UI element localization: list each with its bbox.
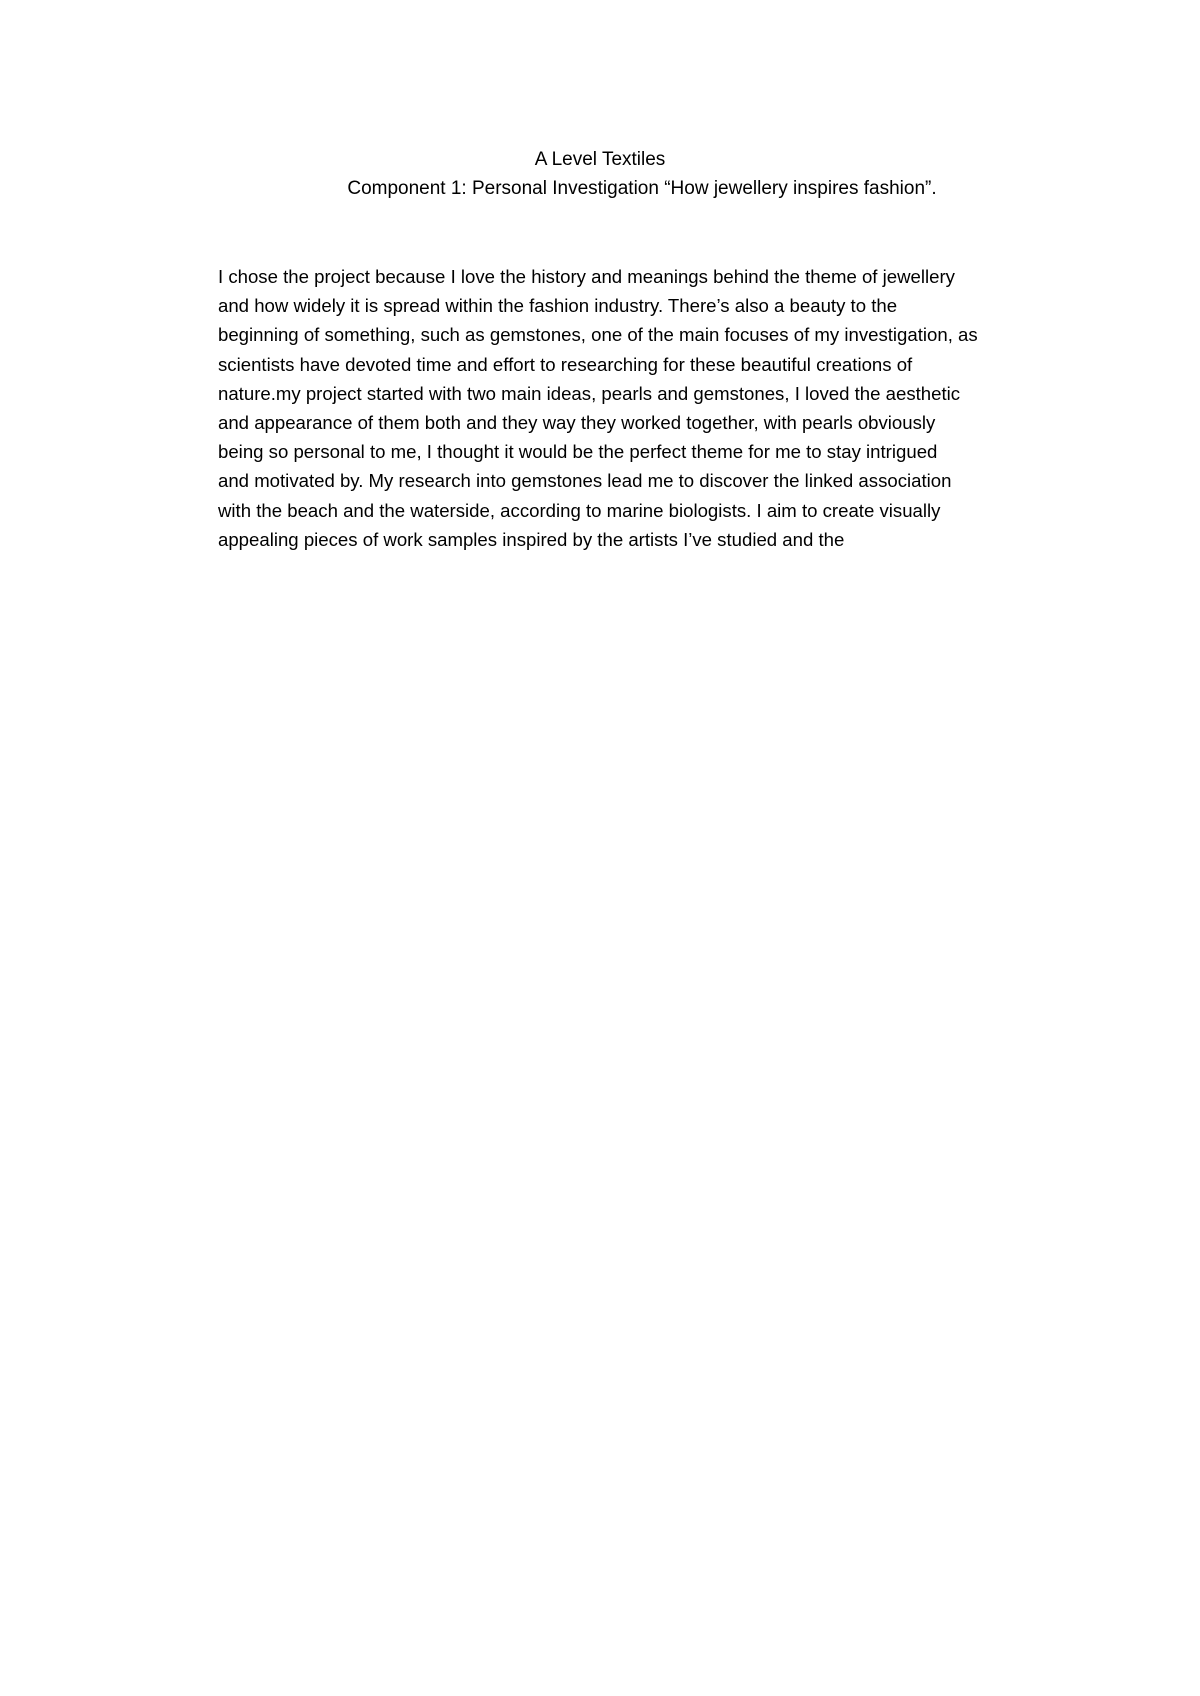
body-line: and appearance of them both and they way they worked together, with pearls obviously bbox=[218, 412, 936, 434]
body-line: appealing pieces of work samples inspired by the artists I’ve studied and the bbox=[218, 528, 845, 550]
body-line: beginning of something, such as gemstones, one of the main focuses of my investigation, as bbox=[218, 324, 978, 346]
body-line: nature.my project started with two main ideas, pearls and gemstones, I loved the aesthetic bbox=[218, 382, 961, 404]
body-line: being so personal to me, I thought it would be the perfect theme for me to stay intrigued bbox=[218, 441, 938, 463]
document-subtitle: Component 1: Personal Investigation “How jewellery inspires fashion”. bbox=[347, 178, 937, 199]
body-paragraph bbox=[218, 262, 1078, 554]
body-line: with the beach and the waterside, according to marine biologists. I aim to create visually bbox=[218, 499, 941, 521]
document-title: A Level Textiles bbox=[534, 149, 666, 170]
body-line: and motivated by. My research into gemstones lead me to discover the linked association bbox=[218, 470, 952, 492]
body-line: scientists have devoted time and effort to researching for these beautiful creations of bbox=[218, 353, 913, 375]
body-line: and how widely it is spread within the fashion industry. There’s also a beauty to the bbox=[218, 295, 898, 317]
body-line: I chose the project because I love the history and meanings behind the theme of jewellery bbox=[218, 266, 955, 287]
